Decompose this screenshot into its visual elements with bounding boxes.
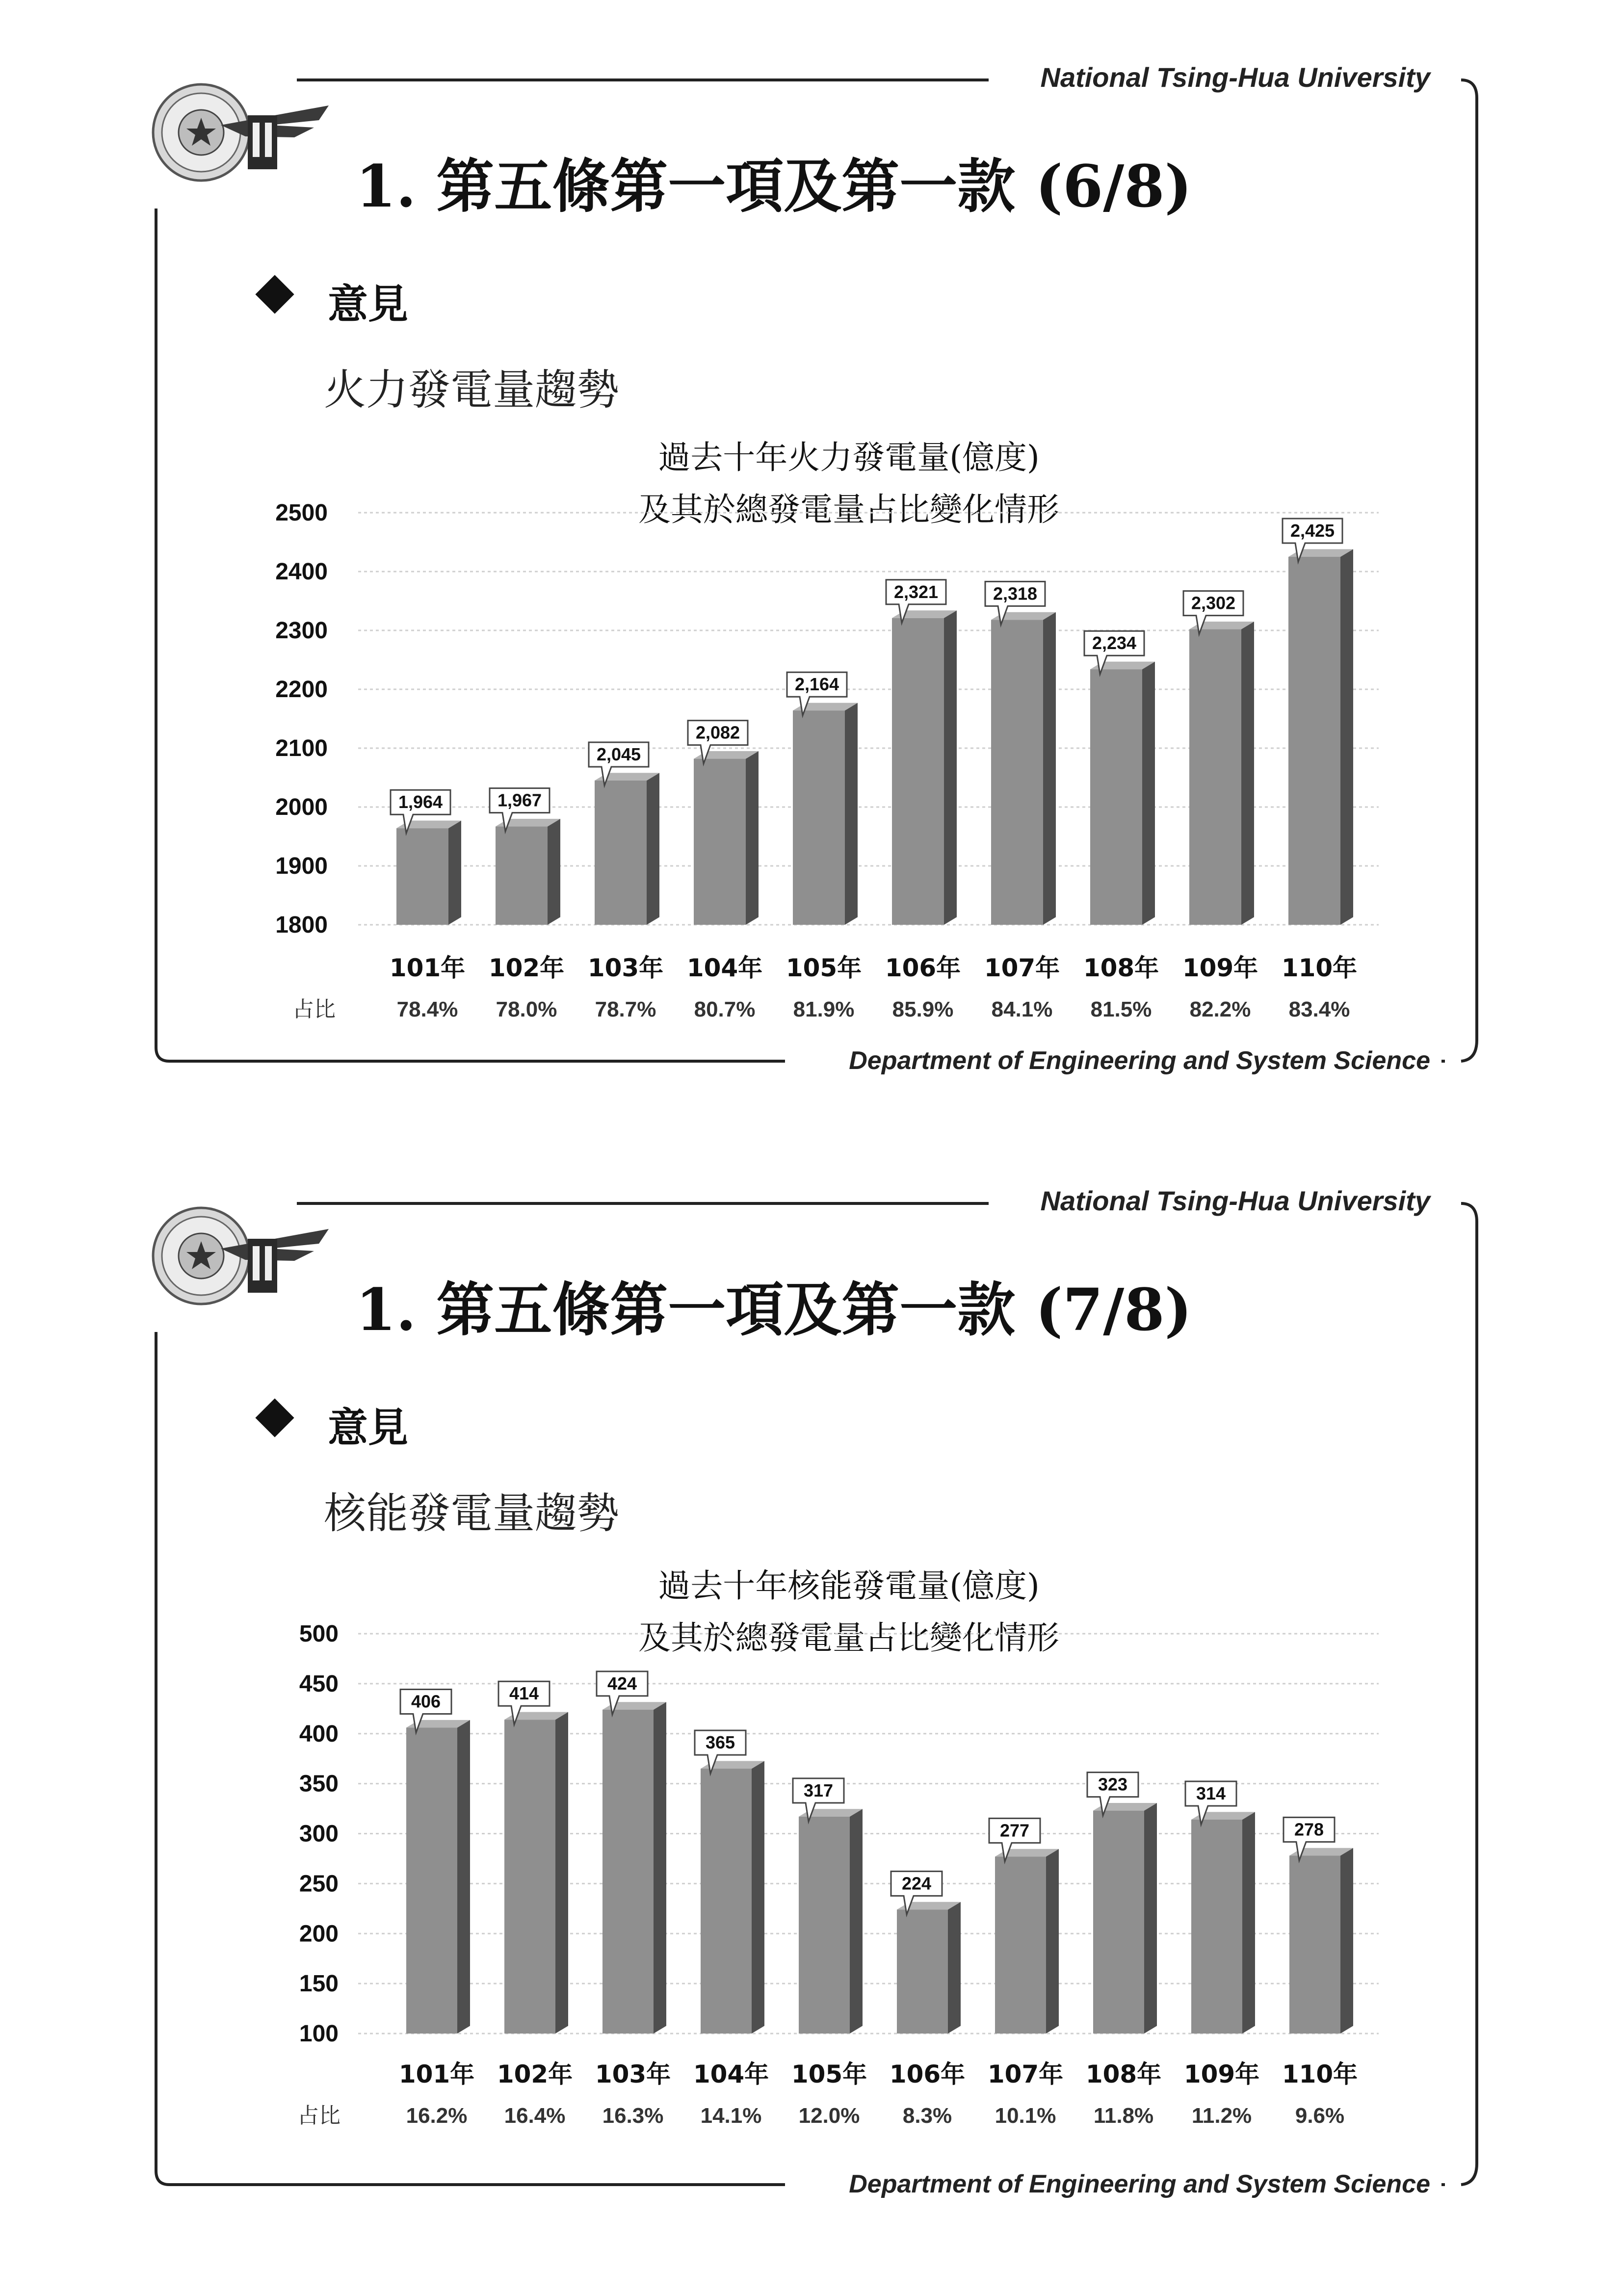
y-tick-label: 300 xyxy=(299,1821,339,1847)
data-label: 323 xyxy=(1098,1774,1128,1795)
y-tick-label: 2100 xyxy=(275,735,328,761)
y-tick-label: 2000 xyxy=(275,794,328,820)
share-row-label: 占比 xyxy=(292,997,336,1022)
x-tick-label: 105年 xyxy=(791,2060,867,2088)
share-value: 16.4% xyxy=(504,2104,566,2128)
y-tick-label: 2500 xyxy=(275,500,328,526)
y-tick-label: 200 xyxy=(299,1921,339,1947)
bar-side xyxy=(1043,612,1056,925)
data-label: 2,425 xyxy=(1290,521,1335,541)
chart-title-line-2: 及其於總發電量占比變化情形 xyxy=(638,491,1059,528)
share-value: 8.3% xyxy=(902,2104,952,2128)
x-tick-label: 108年 xyxy=(1085,2060,1162,2088)
bar xyxy=(602,1710,654,2034)
department-name: Department of Engineering and System Science xyxy=(849,2170,1430,2198)
y-tick-label: 1900 xyxy=(275,853,328,879)
x-tick-label: 109年 xyxy=(1183,2060,1260,2088)
x-tick-label: 103年 xyxy=(587,954,664,982)
data-label: 2,164 xyxy=(794,674,839,695)
data-label: 314 xyxy=(1196,1783,1226,1803)
data-label: 317 xyxy=(803,1780,834,1800)
y-tick-label: 150 xyxy=(299,1971,339,1997)
y-tick-label: 450 xyxy=(299,1670,339,1697)
chart-title-line-2: 及其於總發電量占比變化情形 xyxy=(638,1619,1059,1657)
share-value: 78.0% xyxy=(496,997,557,1021)
x-tick-label: 106年 xyxy=(889,2060,966,2088)
university-name: National Tsing-Hua University xyxy=(1040,62,1430,93)
x-tick-label: 110年 xyxy=(1281,954,1358,982)
slide-title: 1. 第五條第一項及第一款 (7/8) xyxy=(356,1276,1192,1344)
bar-side xyxy=(1340,549,1353,925)
data-label: 224 xyxy=(901,1873,932,1894)
bar xyxy=(1189,629,1241,925)
bar-side xyxy=(457,1720,470,2034)
bar-side xyxy=(944,610,957,925)
data-label: 277 xyxy=(999,1820,1030,1841)
bar-side xyxy=(654,1702,666,2034)
bar-side xyxy=(1242,1812,1255,2034)
share-value: 16.3% xyxy=(602,2104,664,2128)
bar xyxy=(694,759,746,925)
x-tick-label: 101年 xyxy=(389,954,466,982)
y-tick-label: 250 xyxy=(299,1871,339,1897)
x-tick-label: 110年 xyxy=(1282,2060,1358,2088)
bar-side xyxy=(1142,662,1155,925)
x-tick-label: 102年 xyxy=(497,2060,573,2088)
data-label: 2,082 xyxy=(695,722,740,743)
bar-side xyxy=(850,1809,863,2034)
x-tick-label: 106年 xyxy=(885,954,961,982)
share-value: 78.4% xyxy=(396,997,458,1021)
share-value: 83.4% xyxy=(1288,997,1350,1021)
bar xyxy=(595,781,647,925)
slide-title: 1. 第五條第一項及第一款 (6/8) xyxy=(356,152,1192,220)
bullet-label: 意見 xyxy=(328,1404,409,1451)
chart-title-line-1: 過去十年火力發電量(億度) xyxy=(658,439,1040,476)
bar-side xyxy=(746,751,759,925)
data-label: 1,964 xyxy=(398,792,443,812)
data-label: 2,045 xyxy=(596,744,641,764)
y-tick-label: 100 xyxy=(299,2021,339,2047)
bar xyxy=(995,1856,1046,2034)
x-tick-label: 108年 xyxy=(1083,954,1159,982)
bar xyxy=(892,618,944,925)
bullet-label: 意見 xyxy=(328,281,409,328)
share-value: 11.8% xyxy=(1093,2104,1154,2128)
data-label: 1,967 xyxy=(497,790,542,810)
bar-side xyxy=(1241,622,1254,925)
data-label: 2,318 xyxy=(993,583,1038,604)
bar-side xyxy=(845,703,858,925)
share-value: 81.5% xyxy=(1090,997,1152,1021)
bar xyxy=(897,1909,948,2034)
bar xyxy=(496,827,548,925)
share-value: 11.2% xyxy=(1191,2104,1252,2128)
bar-side xyxy=(948,1902,961,2034)
x-tick-label: 101年 xyxy=(398,2060,475,2088)
y-tick-label: 400 xyxy=(299,1721,339,1747)
share-value: 78.7% xyxy=(595,997,656,1021)
data-label: 424 xyxy=(607,1673,637,1694)
share-value: 82.2% xyxy=(1189,997,1251,1021)
share-value: 81.9% xyxy=(793,997,855,1021)
slide-fossil-power xyxy=(0,0,1624,1104)
bar xyxy=(1288,557,1340,925)
share-value: 85.9% xyxy=(892,997,954,1021)
x-tick-label: 103年 xyxy=(595,2060,671,2088)
department-name: Department of Engineering and System Science xyxy=(849,1046,1430,1075)
share-value: 9.6% xyxy=(1295,2104,1345,2128)
bar-side xyxy=(752,1761,764,2034)
section-subheading: 火力發電量趨勢 xyxy=(324,365,619,415)
x-tick-label: 102年 xyxy=(488,954,565,982)
bar xyxy=(1289,1855,1340,2034)
y-tick-label: 2300 xyxy=(275,618,328,644)
x-tick-label: 104年 xyxy=(693,2060,769,2088)
x-tick-label: 107年 xyxy=(984,954,1060,982)
share-value: 10.1% xyxy=(995,2104,1056,2128)
data-label: 2,234 xyxy=(1092,633,1137,653)
bar-side xyxy=(548,819,560,925)
x-tick-label: 107年 xyxy=(987,2060,1064,2088)
y-tick-label: 2400 xyxy=(275,559,328,585)
share-row-label: 占比 xyxy=(297,2103,341,2128)
share-value: 84.1% xyxy=(991,997,1053,1021)
share-value: 14.1% xyxy=(700,2104,762,2128)
bar xyxy=(406,1728,457,2034)
y-tick-label: 1800 xyxy=(275,912,328,938)
data-label: 414 xyxy=(509,1683,539,1704)
share-value: 16.2% xyxy=(406,2104,468,2128)
nuclear-bar-chart xyxy=(0,1123,1624,2227)
bar xyxy=(1191,1820,1242,2034)
bar xyxy=(991,620,1043,925)
data-label: 2,321 xyxy=(893,581,939,602)
y-tick-label: 2200 xyxy=(275,677,328,703)
bar xyxy=(701,1769,752,2034)
data-label: 278 xyxy=(1294,1819,1324,1840)
bar-side xyxy=(1340,1848,1353,2034)
bar-side xyxy=(1046,1849,1059,2034)
bar xyxy=(1093,1811,1144,2034)
fossil-bar-chart xyxy=(0,0,1624,1104)
bar-side xyxy=(555,1712,568,2034)
x-tick-label: 109年 xyxy=(1182,954,1258,982)
share-value: 80.7% xyxy=(694,997,756,1021)
slide-nuclear-power xyxy=(0,1123,1624,2227)
chart-title-line-1: 過去十年核能發電量(億度) xyxy=(658,1567,1040,1605)
bar xyxy=(799,1817,850,2034)
share-value: 12.0% xyxy=(798,2104,860,2128)
x-tick-label: 105年 xyxy=(786,954,862,982)
y-tick-label: 500 xyxy=(299,1621,339,1647)
data-label: 2,302 xyxy=(1191,593,1236,613)
data-label: 365 xyxy=(705,1732,735,1753)
bar-side xyxy=(1144,1803,1157,2034)
section-subheading: 核能發電量趨勢 xyxy=(324,1489,619,1538)
bar-side xyxy=(448,821,461,925)
bar xyxy=(396,828,448,925)
university-name: National Tsing-Hua University xyxy=(1040,1185,1430,1216)
bar xyxy=(1090,669,1142,925)
bar xyxy=(793,710,845,925)
y-tick-label: 350 xyxy=(299,1771,339,1797)
bar xyxy=(504,1720,555,2034)
x-tick-label: 104年 xyxy=(686,954,763,982)
bar-side xyxy=(647,773,659,925)
data-label: 406 xyxy=(411,1691,441,1712)
